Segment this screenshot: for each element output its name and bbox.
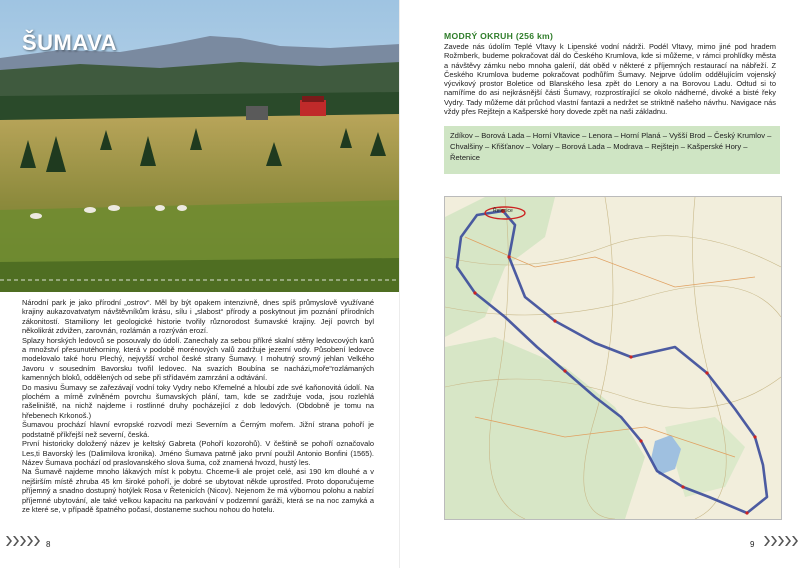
page-number: 8 [46,540,51,549]
tire-track-icon [762,534,798,548]
page-number: 9 [750,540,755,549]
region-title: ŠUMAVA [22,30,118,55]
tire-track-icon [4,534,40,548]
paragraph: První historicky doložený název je keltský Gabreta (Pohoří kozorohů). V češtině se pohoří označovalo Les,ti Bavorský les (Dalimilova kronika). Jméno Šumava patrně jako první použil Antonio Bonfini (1565). Název Šumava pochází od praslovanského slova šuma, což znamená hvozd, hustý les. [22,439,374,467]
paragraph: Šumavou prochází hlavní evropské rozvodí mezi Severním a Černým mořem. Jižní strana pohoří je podstatně příkřejší než severní, česká. [22,420,374,439]
route-title: MODRÝ OKRUH (256 km) [444,31,554,41]
route-description: Zavede nás údolím Teplé Vltavy k Lipenské vodní nádrži. Podél Vltavy, mimo jiné pod hradem Rožmberk, budeme pokračovat dál do Českého Krumlova, kde si můžeme, v rámci prohlídky města a návštěvy zámku nebo mnoha galerií, dát oběd v některé z příjemných restaurací na nábřeží. Z Českého Krumlova budeme pokračovat podhůřím Šumavy. Nejprve údolím oddělujícím vojenský výcvikový prostor Boletice od Blanského lesa zpět do Lenory a na Borovou Ladu. Odtud si to namíříme do asi nejkrásnější části Šumavy, rozprostírající se okolo nádherné, divoké a bisté řeky Vydry. Tady můžeme dát průchod vlastní fantazii a nedržet se striktně našeho návrhu. Navigace nás vždy přes Rejštejn a Kašperské hory dovede zpět na naši základnu. [444,42,776,117]
paragraph: Národní park je jako přírodní „ostrov“. Měl by být opakem intenzivně, dnes spíš průmyslově využívané krajiny aukazovatvatym návštěvníkům krásu, sílu i „slabost“ přírody a poskytnout jim poznání přírodních zákonitostí. Stamiliony let geologické historie tvořily různorodost šumavské krajiny. Její povrch byl několikrát zdvižen, zarovnán, rozlámán a rozrýván erozí. [22,298,374,336]
left-body-text [22,298,374,514]
paragraph: Do masivu Šumavy se zařezávají vodní toky Vydry nebo Křemelné a hloubí zde své kaňonovitá údolí. Na plochém a mírně zvlněném povrchu šumavských plání, tam, kde se zadržuje voda, jsou rozlehlá rašeliniště, na nichž najdeme i rostlinné druhy pocházející z dob ledových. (Obdobně je tomu na hřebenech Krkonoš.) [22,382,374,420]
map-start-label: Řetenice [493,208,513,214]
route-map [444,196,782,520]
paragraph: Na Šumavě najdeme mnoho lákavých míst k pobytu. Chceme-li ale projet celé, asi 190 km dlouhé a v nejširším místě zhruba 45 km široké pohoří, je dobré se ubytovat někde uprostřed. Proto doporučujeme příjemný a snadno dostupný hotýlek Rosa v Řetenicích (Nicov). Nejenom že má výbornou polohu a nabízí příjemné ubytování, ale také velkou kapacitu na parkování v podzemní garáži, která se na noc zamyká a ze které se, v případě špatného počasí, dostaneme suchou nohou do hotelu. [22,467,374,514]
route-stops: Zdíkov – Borová Lada – Horní Vltavice – Lenora – Horní Planá – Vyšší Brod – Český Krumlov – Chvalšiny – Křišťanov – Volary – Borová Lada – Modrava – Rejštejn – Kašperské Hory – Řetenice [450,131,772,163]
route-stops-box [444,126,780,174]
paragraph: Splazy horských ledovců se posouvaly do údolí. Zanechaly za sebou příkré skalní stěny ledovcových karů a množství přesunutéhorniny, která v podobě morénových valů zadržuje jezerní vody. Působení ledovce modelovalo také horu Plechý, nejvyšší vrchol české strany Šumavy. I mohutný srovný jehlan Velkého Javoru v sousedním Bavorsku tvořil ledovec. Na svazích Boubína se nacházi„moře“rozlámaných kamenných bloků, oddělených od sebe při střídavém zamrzání a odtávání. [22,335,374,383]
